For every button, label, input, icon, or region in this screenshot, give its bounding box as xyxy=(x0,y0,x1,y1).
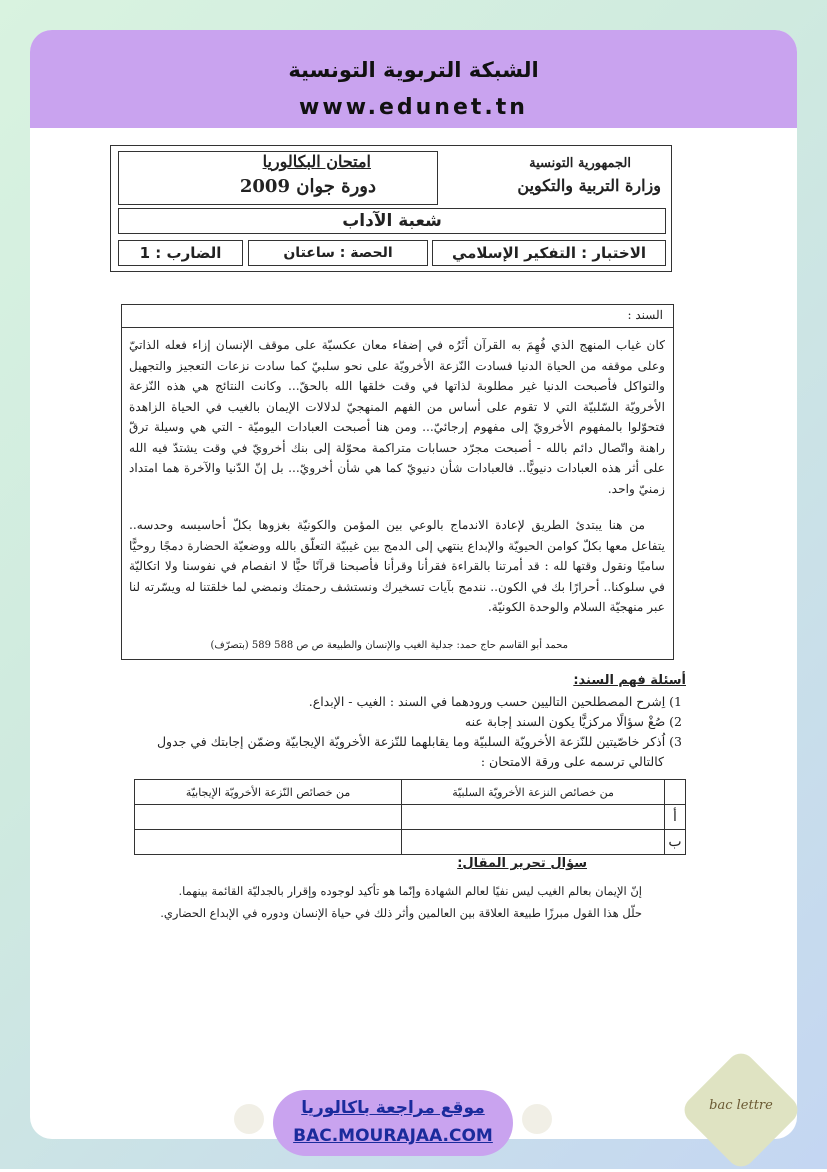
table-cell xyxy=(135,830,402,855)
essay-heading: سؤال تحرير المقال: xyxy=(457,856,587,871)
footer-logo-right xyxy=(522,1104,552,1134)
table-row xyxy=(135,805,686,830)
essay-line-1: إنّ الإيمان بعالم الغيب ليس نفيًا لعالم الشهادة وإنّما هو تأكيد لوجوده وإقرار بالجدليّة القائمة بينهما. xyxy=(178,884,642,898)
footer-site-url[interactable]: BAC.MOURAJAA.COM xyxy=(293,1126,493,1146)
sanad-paragraph-2: من هنا يبتدئ الطريق لإعادة الاندماج بالوعي بين المؤمن والكونيّة بغزوها بكلّ أحاسيسه وحدسه.. يتفاعل معها بكلّ كوامن الحيويّة والإبداع ينتهي إلى الدمج بين غيبيّة التعلّق بالله ووضعيّة الحضارة دمجًا روحيًّا ساميًا ونقول وقتها لله : قد أمرتنا بالقراءة فقرأنا وقرأنا فأصبحنا قرآنًا حيًّا لا انفصام في نفوسنا ولا اتكاليّة في سلوكنا.. أحرارًا بك في الكون.. نندمج بآيات تسخيرك ونستشف رحمتك ونمضي لما خلقتنا له ويسّرته لنا عبر منهجيّة السلام والوحدة الكونيّة. xyxy=(129,518,665,614)
duration-label: الحصة : ساعتان xyxy=(283,245,393,261)
ministry-label: وزارة التربية والتكوين xyxy=(517,176,661,195)
bac-lettre-logo-text: bac lettre xyxy=(709,1098,773,1113)
banner-url[interactable]: www.edunet.tn xyxy=(299,95,528,120)
branch-label: شعبة الآداب xyxy=(342,211,442,231)
sanad-paragraph-1: كان غياب المنهج الذي فُهِمَ به القرآن أثَرُه في إضفاء معان عكسيّة على موقف الإنسان إزاء فعله الذاتيّ وعلى موقفه من الحياة الدنيا فسادت النّزعة الأخرويّة على نحو سلبيّ كما سادت نزعات التعجيز والتجهيل والتواكل فأصبحت الدنيا غير مطلوبة لذاتها في وقت خلقها الله بالحقّ... وكانت النتائج هي هذه النّزعة الأخرويّة السّلبيّة التي لا تقوم على أساس من الفهم المنهجيّ لدلالات الإيمان بالغيب في الحياة الزاهدة فتحوّلوا بالمفهوم الأخرويّ إلى مفهوم إرجائيّ... ومن هنا أصبحت العبادات اليوميّة - التي هي وسيلة ترقّ راهنة واتّصال دائم بالله - أصبحت مجرّد حسابات متراكمة محوّلة إلى بنك أخرويّ في وقت يشتدّ فيه الله على أثر هذه العبادات دنيويًّا.. فالعبادات شأن دنيويّ كما هي شأن أخرويّ... بل إنّ الدّنيا والآخرة هما امتداد زمنيّ واحد. xyxy=(129,338,665,496)
coefficient-box xyxy=(118,240,243,266)
sanad-divider xyxy=(122,327,673,328)
republic-label: الجمهورية التونسية xyxy=(529,156,631,171)
table-cell xyxy=(135,805,402,830)
exam-title: امتحان البكالوريا xyxy=(262,152,371,171)
footer-logo-left xyxy=(234,1104,264,1134)
table-cell xyxy=(402,830,665,855)
question-3-cont: كالتالي ترسمه على ورقة الامتحان : xyxy=(480,754,664,769)
table-row xyxy=(135,830,686,855)
table-cell xyxy=(402,805,665,830)
subject-label: الاختبار : التفكير الإسلامي xyxy=(451,244,647,262)
sanad-label: السند : xyxy=(627,308,663,322)
question-2: 2) صُغْ سؤالًا مركزيًّا يكون السند إجابة عنه xyxy=(464,714,682,729)
sanad-citation: محمد أبو القاسم حاج حمد: جدلية الغيب والإنسان والطبيعة ص ص 588 589 (بتصرّف) xyxy=(210,640,568,651)
table-corner xyxy=(665,780,686,805)
characteristics-table xyxy=(134,779,686,855)
essay-line-2: حلّل هذا القول مبرزًا طبيعة العلاقة بين العالمين وأثر ذلك في حياة الإنسان ودوره في الإبداع الحضاري. xyxy=(160,906,642,920)
exam-header xyxy=(110,145,672,272)
branch-box xyxy=(118,208,666,234)
sanad-box xyxy=(121,304,674,660)
question-1: 1) اِشرح المصطلحين التاليين حسب ورودهما في السند : الغيب - الإبداع. xyxy=(308,694,682,709)
subject-box xyxy=(432,240,666,266)
footer-pill[interactable] xyxy=(273,1090,513,1156)
coefficient-label: الضارب : 1 xyxy=(139,244,222,262)
question-3: 3) اُذكر خاصّيتين للنّزعة الأخرويّة السلبيّة وما يقابلهما للنّزعة الأخرويّة الإيجابيّة وضمّن إجابتك في جدول xyxy=(156,734,682,749)
table-col-negative: من خصائص النزعة الأخرويّة السلبيّة xyxy=(402,780,665,805)
duration-box xyxy=(248,240,428,266)
table-row-a-label: أ xyxy=(665,805,686,830)
table-col-positive: من خصائص النّزعة الأخرويّة الإيجابيّة xyxy=(135,780,402,805)
exam-session: دورة جوان 2009 xyxy=(239,176,376,197)
table-row-b-label: ب xyxy=(665,830,686,855)
banner-title: الشبكة التربوية التونسية xyxy=(288,58,539,82)
table-header-row xyxy=(135,780,686,805)
questions-heading: أسئلة فهم السند: xyxy=(573,673,686,688)
footer-site-name[interactable]: موقع مراجعة باكالوريا xyxy=(301,1098,485,1118)
